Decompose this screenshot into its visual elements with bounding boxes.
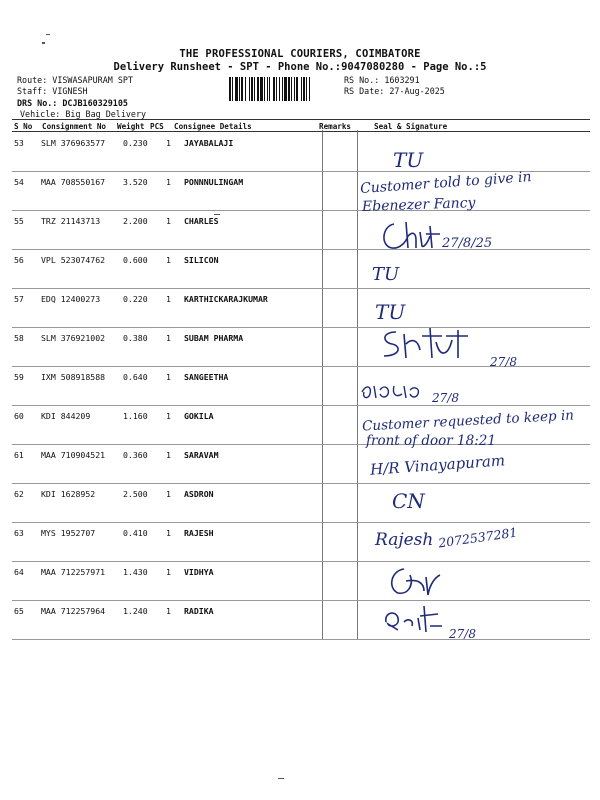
col-consignee: Consignee Details — [174, 122, 252, 131]
handwriting-tu-57: TU — [375, 300, 406, 324]
row-sno: 59 — [14, 372, 24, 382]
drs-label: DRS No.: — [17, 98, 58, 108]
signature-55 — [376, 218, 446, 252]
row-consignee: KARTHICKARAJKUMAR — [184, 294, 268, 304]
handwriting-cn-62: CN — [392, 489, 425, 513]
barcode-bar — [276, 77, 277, 101]
runsheet-subtitle: Delivery Runsheet - SPT - Phone No.:9047080280 - Page No.:5 — [113, 61, 487, 73]
row-consignee: ASDRON — [184, 489, 214, 499]
company-title: THE PROFESSIONAL COURIERS, COIMBATORE — [179, 48, 421, 60]
row-weight: 2.500 — [123, 489, 148, 499]
barcode — [229, 77, 341, 101]
rs-number: RS No.: 1603291 — [344, 75, 420, 85]
row-pcs: 1 — [166, 216, 171, 226]
col-remarks: Remarks — [319, 122, 352, 131]
row-pcs: 1 — [166, 567, 171, 577]
row-consignee: SILICON — [184, 255, 219, 265]
handwriting-note-60b: front of door 18:21 — [366, 433, 496, 449]
barcode-bar — [296, 77, 298, 101]
row-consignee: SANGEETHA — [184, 372, 229, 382]
row-weight: 1.240 — [123, 606, 148, 616]
scan-speck — [42, 42, 45, 44]
row-consignee: GOKILA — [184, 411, 214, 421]
signature-59 — [358, 380, 428, 402]
row-sno: 58 — [14, 333, 24, 343]
row-consignee: RADIKA — [184, 606, 214, 616]
row-consignment: TRZ 21143713 — [41, 216, 101, 226]
route-label: Route: VISWASAPURAM SPT — [17, 75, 133, 85]
barcode-bar — [232, 77, 233, 101]
row-consignment: SLM 376921002 — [41, 333, 106, 343]
barcode-bar — [239, 77, 240, 101]
barcode-bar — [294, 77, 295, 101]
signature-58 — [376, 322, 486, 362]
row-weight: 0.230 — [123, 138, 148, 148]
barcode-bar — [273, 77, 275, 101]
barcode-bar — [251, 77, 253, 101]
row-pcs: 1 — [166, 255, 171, 265]
signature-63: Rajesh — [375, 530, 434, 550]
col-pcs: PCS — [150, 122, 164, 131]
row-sno: 56 — [14, 255, 24, 265]
barcode-bar — [245, 77, 246, 101]
row-weight: 3.520 — [123, 177, 148, 187]
row-sno: 55 — [14, 216, 24, 226]
row-pcs: 1 — [166, 411, 171, 421]
row-weight: 1.430 — [123, 567, 148, 577]
barcode-bar — [229, 77, 231, 101]
barcode-bar — [301, 77, 302, 101]
barcode-bar — [260, 77, 263, 101]
row-sno: 54 — [14, 177, 24, 187]
handwriting-date-59: 27/8 — [432, 391, 459, 405]
row-consignee: SARAVAM — [184, 450, 219, 460]
barcode-bar — [309, 77, 310, 101]
table-row — [12, 600, 590, 640]
table-row — [12, 249, 590, 289]
barcode-bar — [303, 77, 305, 101]
row-sno: 65 — [14, 606, 24, 616]
row-consignment: SLM 376963577 — [41, 138, 106, 148]
row-consignment: MAA 712257964 — [41, 606, 106, 616]
barcode-bar — [284, 77, 287, 101]
scan-dash — [214, 214, 220, 215]
handwriting-note-61: H/R Vinayapuram — [369, 451, 506, 479]
row-consignee: JAYABALAJI — [184, 138, 234, 148]
barcode-bar — [235, 77, 238, 101]
col-seal: Seal & Signature — [374, 122, 448, 131]
barcode-bar — [269, 77, 270, 101]
handwriting-note-60a: Customer requested to keep in — [361, 407, 575, 435]
drs-number — [17, 98, 128, 108]
row-sno: 57 — [14, 294, 24, 304]
row-sno: 53 — [14, 138, 24, 148]
row-pcs: 1 — [166, 372, 171, 382]
barcode-bar — [267, 77, 268, 101]
signature-64 — [384, 565, 444, 599]
handwriting-note-54b: Ebenezer Fancy — [361, 195, 476, 215]
table-top-rule — [12, 119, 590, 120]
barcode-bar — [249, 77, 250, 101]
staff-label: Staff: VIGNESH — [17, 86, 88, 96]
row-consignee: CHARLES — [184, 216, 219, 226]
barcode-bar — [241, 77, 243, 101]
handwriting-tu-53: TU — [393, 148, 424, 172]
table-row — [12, 132, 590, 172]
row-sno: 64 — [14, 567, 24, 577]
handwriting-date-55: 27/8/25 — [442, 236, 493, 251]
row-weight: 0.220 — [123, 294, 148, 304]
col-consignment: Consignment No — [42, 122, 107, 131]
row-consignment: IXM 508918588 — [41, 372, 106, 382]
vehicle-label: Vehicle: Big Bag Delivery — [20, 109, 147, 119]
row-weight: 0.640 — [123, 372, 148, 382]
row-consignment: MAA 712257971 — [41, 567, 106, 577]
barcode-bar — [279, 77, 280, 101]
handwriting-date-58: 27/8 — [490, 355, 517, 369]
table-row — [12, 366, 590, 406]
row-sno: 61 — [14, 450, 24, 460]
row-consignee: SUBAM PHARMA — [184, 333, 244, 343]
row-consignment: KDI 1628952 — [41, 489, 96, 499]
table-row — [12, 483, 590, 523]
row-pcs: 1 — [166, 528, 171, 538]
barcode-bar — [288, 77, 290, 101]
row-pcs: 1 — [166, 177, 171, 187]
scan-speck — [278, 778, 284, 779]
barcode-bar — [282, 77, 283, 101]
barcode-bar — [291, 77, 292, 101]
col-weight: Weight — [117, 122, 145, 131]
row-pcs: 1 — [166, 450, 171, 460]
row-consignment: MAA 710904521 — [41, 450, 106, 460]
barcode-bar — [264, 77, 265, 101]
row-pcs: 1 — [166, 294, 171, 304]
scan-speck — [46, 34, 50, 35]
row-pcs: 1 — [166, 138, 171, 148]
row-weight: 0.410 — [123, 528, 148, 538]
table-row — [12, 288, 590, 328]
barcode-bar — [254, 77, 255, 101]
row-consignment: VPL 523074762 — [41, 255, 106, 265]
row-consignee: PONNNULINGAM — [184, 177, 244, 187]
row-consignment: KDI 844209 — [41, 411, 91, 421]
signature-65 — [380, 602, 450, 638]
row-consignee: RAJESH — [184, 528, 214, 538]
row-weight: 2.200 — [123, 216, 148, 226]
handwriting-tu-56: TU — [372, 264, 400, 285]
barcode-bar — [306, 77, 307, 101]
row-pcs: 1 — [166, 333, 171, 343]
row-weight: 1.160 — [123, 411, 148, 421]
table-row — [12, 561, 590, 601]
barcode-bar — [257, 77, 259, 101]
col-sno: S No — [14, 122, 33, 131]
rs-date: RS Date: 27-Aug-2025 — [344, 86, 445, 96]
row-weight: 0.380 — [123, 333, 148, 343]
row-pcs: 1 — [166, 606, 171, 616]
row-sno: 62 — [14, 489, 24, 499]
row-sno: 60 — [14, 411, 24, 421]
drs-value: DCJB160329105 — [62, 98, 128, 108]
row-consignment: MAA 708550167 — [41, 177, 106, 187]
handwriting-note-54a: Customer told to give in — [359, 169, 533, 197]
row-sno: 63 — [14, 528, 24, 538]
row-consignment: MYS 1952707 — [41, 528, 96, 538]
handwriting-date-65: 27/8 — [449, 627, 476, 641]
row-weight: 0.360 — [123, 450, 148, 460]
row-weight: 0.600 — [123, 255, 148, 265]
table-row — [12, 210, 590, 250]
row-consignee: VIDHYA — [184, 567, 214, 577]
row-pcs: 1 — [166, 489, 171, 499]
row-consignment: EDQ 12400273 — [41, 294, 101, 304]
handwriting-phone-63: 2072537281 — [437, 524, 519, 551]
